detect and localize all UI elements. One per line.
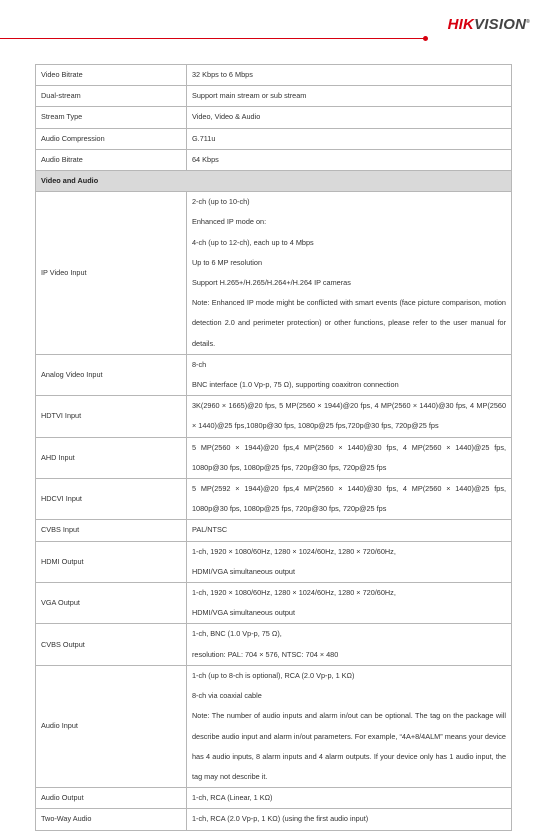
hikvision-logo <box>448 16 530 33</box>
spec-value-line: 1-ch (up to 8-ch is optional), RCA (2.0 Vp-p, 1 KΩ) <box>192 670 355 680</box>
section-header-row <box>36 171 512 192</box>
spec-value-line: Up to 6 MP resolution <box>192 257 263 267</box>
spec-value-line: 1-ch, 1920 × 1080/60Hz, 1280 × 1024/60Hz, 1280 × 720/60Hz, <box>192 588 396 598</box>
spec-label: VGA Output <box>36 583 187 624</box>
spec-row <box>36 479 512 520</box>
spec-label: CVBS Output <box>36 624 187 665</box>
spec-value-line: HDMI/VGA simultaneous output <box>192 608 296 618</box>
spec-value <box>187 86 512 107</box>
spec-row <box>36 149 512 170</box>
spec-value <box>187 192 512 355</box>
spec-value-line: HDMI/VGA simultaneous output <box>192 566 296 576</box>
spec-label: HDMI Output <box>36 541 187 582</box>
spec-row <box>36 809 512 830</box>
spec-label: Dual-stream <box>36 86 187 107</box>
spec-row <box>36 354 512 395</box>
spec-value <box>187 107 512 128</box>
spec-label: HDCVI Input <box>36 479 187 520</box>
spec-row <box>36 192 512 355</box>
section-title: Video and Audio <box>36 171 512 192</box>
spec-value <box>187 541 512 582</box>
spec-value <box>187 624 512 665</box>
spec-row <box>36 437 512 478</box>
spec-value <box>187 65 512 86</box>
spec-row <box>36 541 512 582</box>
spec-value-line: Video, Video & Audio <box>192 112 261 122</box>
spec-row <box>36 86 512 107</box>
spec-value-line: 4-ch (up to 12-ch), each up to 4 Mbps <box>192 237 314 247</box>
header-divider-dot <box>423 36 428 41</box>
specification-table <box>35 64 512 831</box>
spec-value-line: 3K(2960 × 1665)@20 fps, 5 MP(2560 × 1944)@20 fps, 4 MP(2560 × 1440)@30 fps, 4 MP(2560 × 1440)@25 fps,1080p@30 fps, 1080p@25 fps,720p@30 fps, 720p@25 fps <box>192 401 506 431</box>
spec-value-line: Support main stream or sub stream <box>192 91 307 101</box>
spec-value-line: 5 MP(2592 × 1944)@20 fps,4 MP(2560 × 1440)@30 fps, 4 MP(2560 × 1440)@25 fps, 1080p@30 fps, 1080p@25 fps, 720p@30 fps, 720p@25 fps <box>192 484 506 514</box>
spec-label: CVBS Input <box>36 520 187 541</box>
spec-label: Audio Output <box>36 788 187 809</box>
spec-value <box>187 809 512 830</box>
spec-row <box>36 520 512 541</box>
spec-value <box>187 665 512 787</box>
spec-row <box>36 128 512 149</box>
spec-row <box>36 665 512 787</box>
spec-value-line: resolution: PAL: 704 × 576, NTSC: 704 × 480 <box>192 649 339 659</box>
logo-registered-mark: ® <box>526 19 530 25</box>
spec-value-line: Enhanced IP mode on: <box>192 217 267 227</box>
spec-row <box>36 396 512 437</box>
spec-label: Audio Input <box>36 665 187 787</box>
spec-value <box>187 128 512 149</box>
spec-label: Audio Bitrate <box>36 149 187 170</box>
spec-value-line: 32 Kbps to 6 Mbps <box>192 70 253 79</box>
spec-value-line: 2-ch (up to 10-ch) <box>192 197 250 207</box>
spec-value <box>187 788 512 809</box>
spec-value <box>187 583 512 624</box>
spec-label: Audio Compression <box>36 128 187 149</box>
spec-label: Video Bitrate <box>36 65 187 86</box>
spec-label: IP Video Input <box>36 192 187 355</box>
specification-table-body <box>36 65 512 831</box>
spec-row <box>36 788 512 809</box>
spec-value-line: 64 Kbps <box>192 154 219 164</box>
spec-value <box>187 437 512 478</box>
spec-value-line: 8-ch via coaxial cable <box>192 691 262 701</box>
spec-row <box>36 624 512 665</box>
spec-value <box>187 354 512 395</box>
spec-row <box>36 107 512 128</box>
spec-value <box>187 520 512 541</box>
spec-value-line: 1-ch, RCA (2.0 Vp-p, 1 KΩ) (using the first audio input) <box>192 814 369 824</box>
spec-value-line: 5 MP(2560 × 1944)@20 fps,4 MP(2560 × 1440)@30 fps, 4 MP(2560 × 1440)@25 fps, 1080p@30 fps, 1080p@25 fps, 720p@30 fps, 720p@25 fps <box>192 442 506 472</box>
spec-value-line: G.711u <box>192 133 216 143</box>
spec-value <box>187 479 512 520</box>
spec-value-line: PAL/NTSC <box>192 525 228 535</box>
spec-value-line: BNC interface (1.0 Vp-p, 75 Ω), supporting coaxitron connection <box>192 380 399 390</box>
spec-value-line: Note: The number of audio inputs and alarm in/out can be optional. The tag on the package will describe audio input and alarm in/out parameters. For example, “4A+8/4ALM” means your device has 4 audio inputs, 8 alarm inputs and 4 alarm outputs. If your device only has 1 audio input, the tag may not describe it. <box>192 711 506 781</box>
spec-label: Two-Way Audio <box>36 809 187 830</box>
spec-value <box>187 149 512 170</box>
spec-value-line: Support H.265+/H.265/H.264+/H.264 IP cameras <box>192 278 351 288</box>
spec-label: Stream Type <box>36 107 187 128</box>
spec-value-line: Note: Enhanced IP mode might be conflicted with smart events (face picture comparison, motion detection 2.0 and perimeter protection) or other functions, please refer to the user manual for details. <box>192 298 506 348</box>
spec-value <box>187 396 512 437</box>
spec-row <box>36 65 512 86</box>
spec-label: AHD Input <box>36 437 187 478</box>
spec-value-line: 1-ch, 1920 × 1080/60Hz, 1280 × 1024/60Hz, 1280 × 720/60Hz, <box>192 546 396 556</box>
spec-label: HDTVI Input <box>36 396 187 437</box>
logo-part-hik: HIK <box>447 16 475 33</box>
spec-value-line: 1-ch, RCA (Linear, 1 KΩ) <box>192 793 273 803</box>
header-divider <box>0 38 424 39</box>
spec-row <box>36 583 512 624</box>
spec-value-line: 1-ch, BNC (1.0 Vp-p, 75 Ω), <box>192 629 282 639</box>
spec-value-line: 8-ch <box>192 359 207 369</box>
logo-part-vision: VISION <box>474 16 527 33</box>
spec-label: Analog Video Input <box>36 354 187 395</box>
